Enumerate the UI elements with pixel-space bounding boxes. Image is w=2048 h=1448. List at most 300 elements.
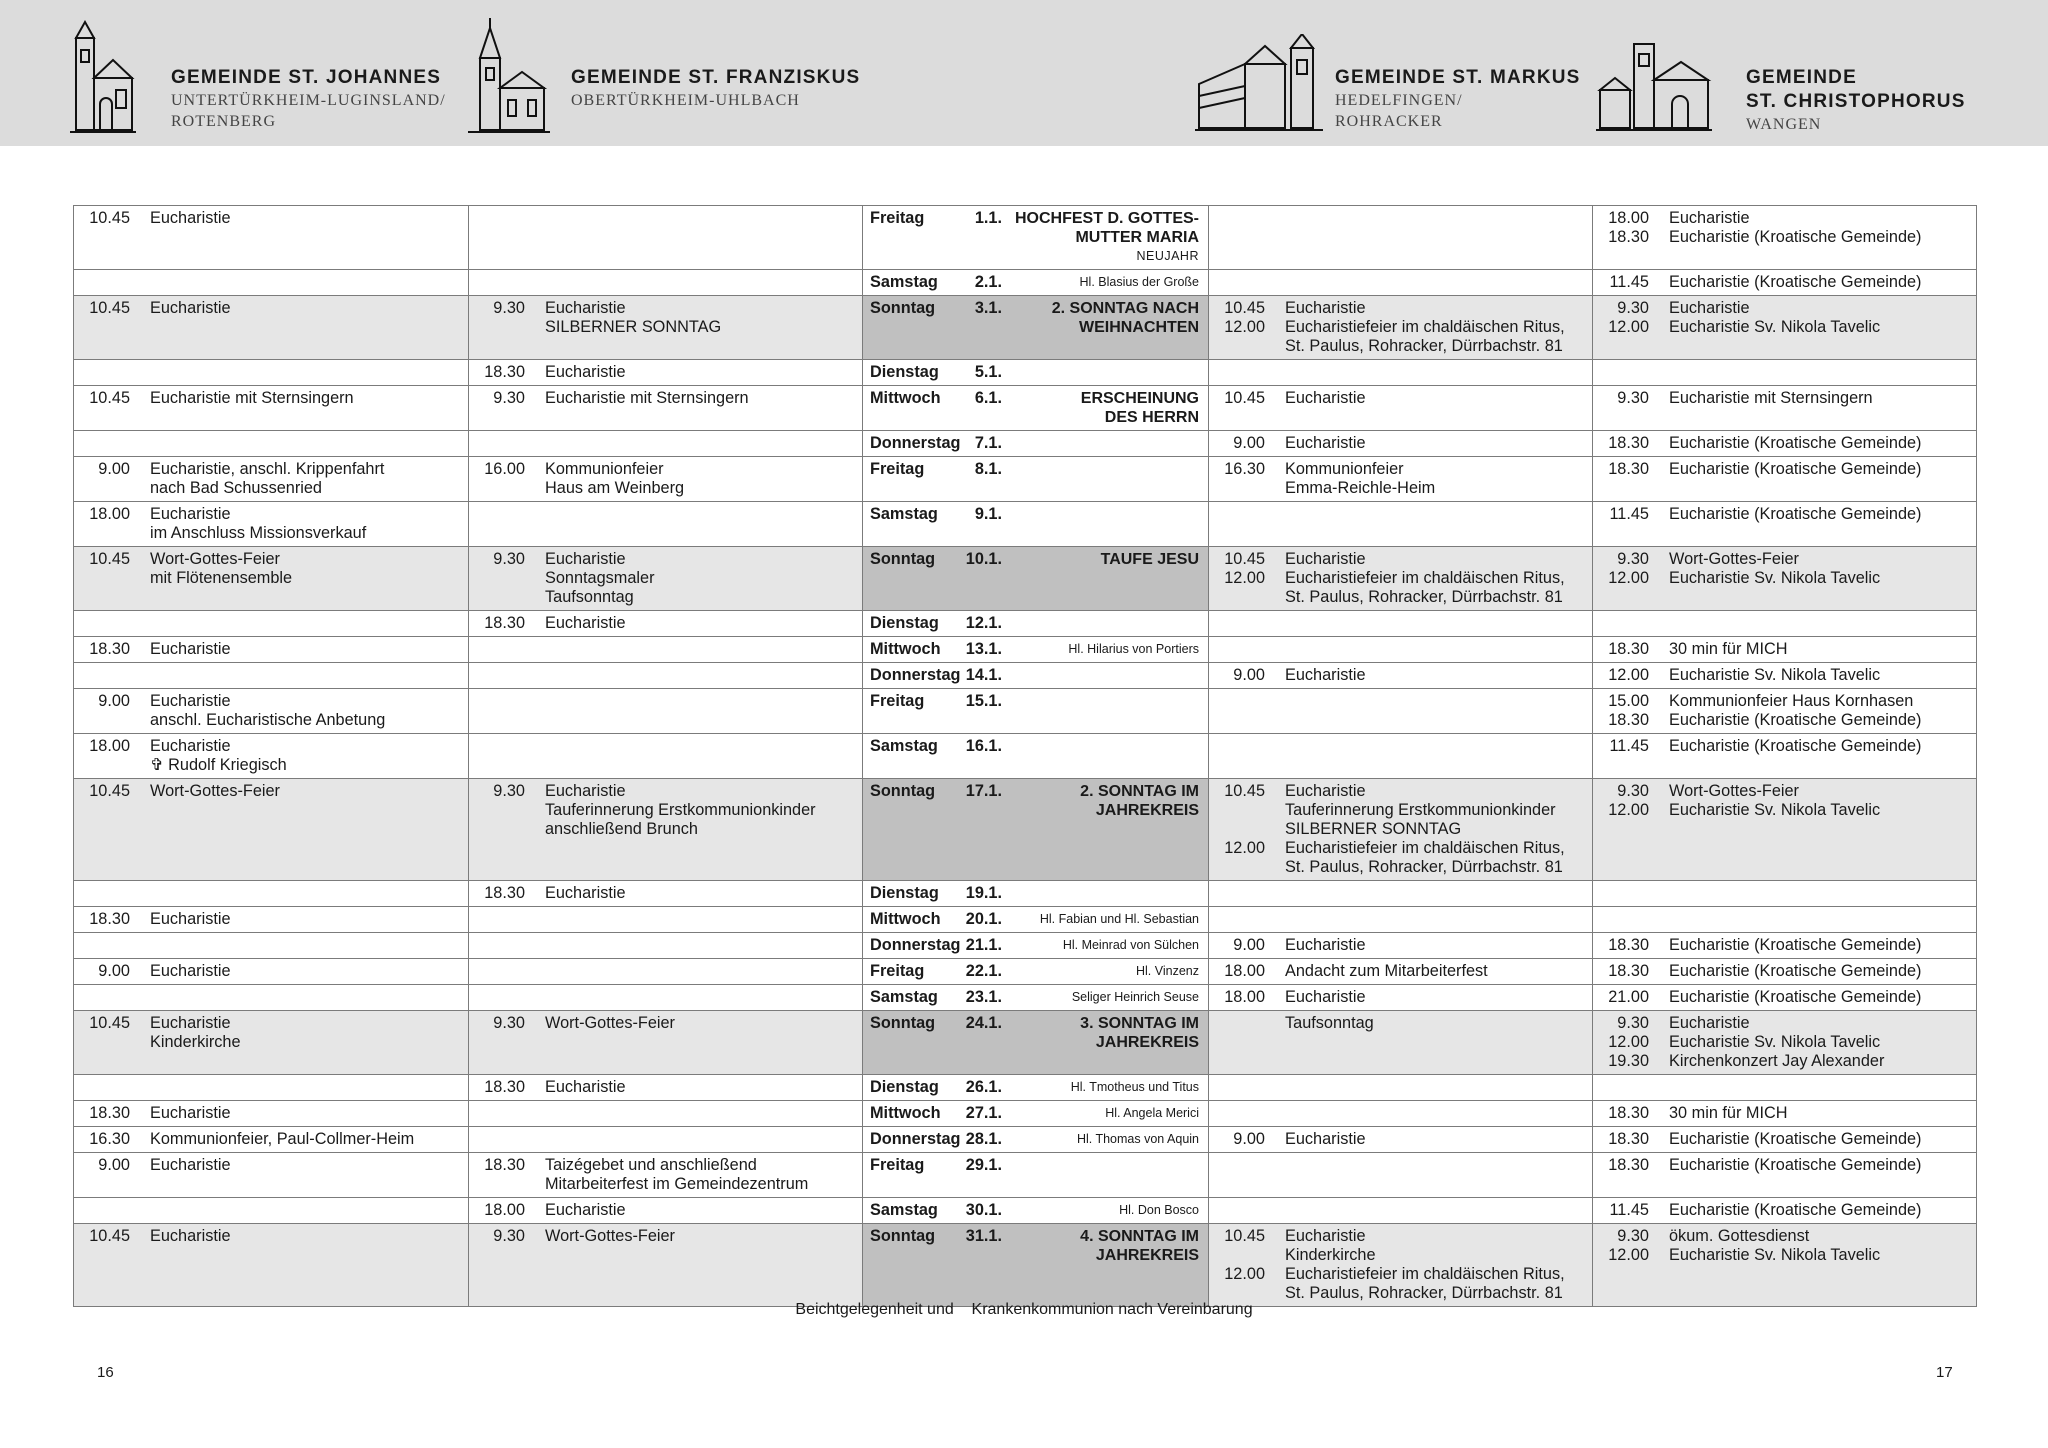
church-johannes-icon — [70, 20, 136, 136]
service-cell-franziskus — [469, 663, 863, 689]
service-cell-christophorus — [1593, 386, 1977, 431]
weekday: Samstag — [870, 273, 938, 291]
service-text: Taizégebet und anschließend Mitarbeiterfest im Gemeindezentrum — [545, 1156, 809, 1193]
service-cell-franziskus — [469, 637, 863, 663]
day-cell — [863, 1101, 1209, 1127]
date: 12.1. — [965, 614, 1002, 632]
day-cell — [863, 734, 1209, 779]
schedule-row — [74, 386, 1977, 431]
date: 19.1. — [965, 884, 1002, 902]
service-cell-markus — [1209, 502, 1593, 547]
date: 24.1. — [965, 1014, 1002, 1032]
service-text: Eucharistie — [1285, 550, 1366, 568]
service-text: Eucharistie SILBERNER SONNTAG — [545, 299, 722, 336]
service-cell-markus — [1209, 270, 1593, 296]
service-text: Eucharistie (Kroatische Gemeinde) — [1669, 737, 1922, 755]
date: 29.1. — [965, 1156, 1002, 1174]
schedule-row — [74, 206, 1977, 270]
service-entry — [1209, 1227, 1592, 1265]
service-text: Eucharistie Sv. Nikola Tavelic — [1669, 1033, 1881, 1051]
service-text: Eucharistie Sonntagsmaler Taufsonntag — [545, 550, 655, 606]
service-entry — [1209, 988, 1592, 1007]
service-cell-franziskus — [469, 1224, 863, 1307]
service-cell-christophorus — [1593, 457, 1977, 502]
service-cell-johannes — [74, 1011, 469, 1075]
service-text: Eucharistie — [1669, 209, 1750, 227]
service-cell-franziskus — [469, 206, 863, 270]
parish-district: WANGEN — [1746, 116, 1822, 133]
service-entry — [74, 737, 468, 775]
service-time: 16.30 — [1224, 460, 1265, 478]
day-cell — [863, 1153, 1209, 1198]
feast-note: 2. SONNTAG NACH WEIHNACHTEN — [1051, 300, 1199, 336]
weekday: Donnerstag — [870, 936, 961, 954]
day-cell — [863, 360, 1209, 386]
service-entry — [1593, 1052, 1976, 1071]
service-cell-johannes — [74, 296, 469, 360]
page-number-right: 17 — [1936, 1364, 1953, 1381]
service-entry — [1209, 434, 1592, 453]
service-time: 9.30 — [1617, 550, 1649, 568]
schedule-row — [74, 1153, 1977, 1198]
service-time: 18.30 — [89, 910, 130, 928]
feast-note: 2. SONNTAG IM JAHREKREIS — [1080, 783, 1199, 819]
service-time: 9.00 — [98, 962, 130, 980]
service-text: Andacht zum Mitarbeiterfest — [1285, 962, 1488, 980]
service-cell-franziskus — [469, 1011, 863, 1075]
service-cell-johannes — [74, 1224, 469, 1307]
schedule-row — [74, 907, 1977, 933]
service-time: 18.30 — [1608, 1130, 1649, 1148]
service-entry — [469, 550, 862, 607]
schedule-row — [74, 779, 1977, 881]
service-text: Wort-Gottes-Feier mit Flötenensemble — [150, 550, 293, 587]
weekday: Mittwoch — [870, 640, 941, 658]
service-entry — [74, 692, 468, 730]
day-cell — [863, 547, 1209, 611]
date: 26.1. — [965, 1078, 1002, 1096]
service-cell-christophorus — [1593, 431, 1977, 457]
service-cell-markus — [1209, 985, 1593, 1011]
parish-district: OBERTÜRKHEIM-UHLBACH — [571, 92, 800, 109]
parish-name: GEMEINDE ST. MARKUS — [1335, 67, 1581, 88]
service-entry — [1209, 782, 1592, 839]
service-time: 9.30 — [493, 389, 525, 407]
feast-note: Hl. Vinzenz — [1136, 964, 1199, 978]
service-entry — [469, 1014, 862, 1033]
weekday: Donnerstag — [870, 666, 961, 684]
service-entry — [1209, 569, 1592, 607]
service-entry — [74, 299, 468, 318]
schedule-table — [73, 205, 1977, 1307]
service-entry — [1593, 988, 1976, 1007]
service-time: 16.00 — [484, 460, 525, 478]
service-time: 10.45 — [1224, 782, 1265, 800]
service-time: 9.30 — [493, 550, 525, 568]
service-text: Eucharistie — [150, 640, 231, 658]
service-cell-christophorus — [1593, 502, 1977, 547]
weekday: Samstag — [870, 1201, 938, 1219]
service-time: 12.00 — [1608, 666, 1649, 684]
service-time: 10.45 — [89, 782, 130, 800]
day-cell — [863, 637, 1209, 663]
service-cell-markus — [1209, 907, 1593, 933]
service-time: 9.30 — [493, 1227, 525, 1245]
feast-note: HOCHFEST D. GOTTES- MUTTER MARIA — [1015, 210, 1199, 246]
service-cell-christophorus — [1593, 1075, 1977, 1101]
weekday: Freitag — [870, 692, 925, 710]
service-text: Eucharistie (Kroatische Gemeinde) — [1669, 1130, 1922, 1148]
service-cell-johannes — [74, 1127, 469, 1153]
service-cell-markus — [1209, 779, 1593, 881]
feast-note: Seliger Heinrich Seuse — [1071, 990, 1199, 1004]
parish-christophorus — [1594, 0, 2014, 146]
feast-note: ERSCHEINUNG DES HERRN — [1080, 390, 1199, 426]
service-cell-markus — [1209, 1127, 1593, 1153]
service-cell-johannes — [74, 933, 469, 959]
service-cell-johannes — [74, 907, 469, 933]
schedule-row — [74, 1101, 1977, 1127]
service-cell-christophorus — [1593, 985, 1977, 1011]
service-time — [1209, 1014, 1285, 1033]
service-cell-johannes — [74, 502, 469, 547]
service-entry — [74, 550, 468, 588]
service-cell-johannes — [74, 663, 469, 689]
feast-note: Hl. Don Bosco — [1119, 1203, 1199, 1217]
service-time: 18.00 — [1224, 988, 1265, 1006]
service-time: 12.00 — [1224, 1265, 1265, 1283]
weekday: Dienstag — [870, 363, 939, 381]
service-cell-markus — [1209, 206, 1593, 270]
service-text: Wort-Gottes-Feier — [150, 782, 280, 800]
date: 17.1. — [965, 782, 1002, 800]
service-entry — [1593, 389, 1976, 408]
service-time: 9.30 — [1617, 299, 1649, 317]
feast-note — [1002, 614, 1199, 633]
service-cell-christophorus — [1593, 907, 1977, 933]
service-entry — [469, 1201, 862, 1220]
service-entry — [1209, 839, 1592, 877]
service-entry — [74, 1227, 468, 1246]
service-time: 9.30 — [493, 1014, 525, 1032]
service-text: Eucharistiefeier im chaldäischen Ritus, St. Paulus, Rohracker, Dürrbachstr. 81 — [1285, 839, 1565, 876]
service-entry — [1593, 460, 1976, 479]
schedule-row — [74, 547, 1977, 611]
service-entry — [1593, 962, 1976, 981]
service-text: Eucharistie Sv. Nikola Tavelic — [1669, 569, 1881, 587]
service-entry — [469, 614, 862, 633]
day-cell — [863, 959, 1209, 985]
service-text: Eucharistie — [1285, 389, 1366, 407]
service-time: 12.00 — [1608, 569, 1649, 587]
feast-note: 3. SONNTAG IM JAHREKREIS — [1080, 1015, 1199, 1051]
day-cell — [863, 933, 1209, 959]
service-entry — [1593, 1201, 1976, 1220]
date: 2.1. — [974, 273, 1002, 291]
service-text: Eucharistie Tauferinnerung Erstkommunionkinder anschließend Brunch — [545, 782, 816, 838]
service-time: 18.30 — [484, 614, 525, 632]
service-cell-christophorus — [1593, 1127, 1977, 1153]
service-cell-christophorus — [1593, 296, 1977, 360]
weekday: Samstag — [870, 988, 938, 1006]
feast-note — [1002, 737, 1199, 756]
parish-name: GEMEINDE ST. FRANZISKUS — [571, 67, 861, 88]
date: 30.1. — [965, 1201, 1002, 1219]
schedule-row — [74, 611, 1977, 637]
service-entry — [74, 782, 468, 801]
day-cell — [863, 1075, 1209, 1101]
service-text: Eucharistie — [545, 884, 626, 902]
parish-johannes — [66, 0, 466, 146]
schedule-row — [74, 689, 1977, 734]
day-cell — [863, 663, 1209, 689]
service-entry — [1209, 1265, 1592, 1303]
service-cell-johannes — [74, 1101, 469, 1127]
date: 1.1. — [974, 209, 1002, 227]
service-entry — [74, 460, 468, 498]
service-time: 18.30 — [1608, 228, 1649, 246]
service-entry — [74, 1014, 468, 1052]
day-cell — [863, 907, 1209, 933]
service-entry — [1209, 936, 1592, 955]
service-time: 12.00 — [1224, 569, 1265, 587]
church-christophorus-icon — [1596, 40, 1712, 132]
service-text: Eucharistie, anschl. Krippenfahrt nach Bad Schussenried — [150, 460, 385, 497]
service-text: Eucharistie im Anschluss Missionsverkauf — [150, 505, 367, 542]
service-time: 12.00 — [1608, 1246, 1649, 1264]
service-time: 11.45 — [1609, 273, 1649, 291]
service-cell-markus — [1209, 1101, 1593, 1127]
service-entry — [1593, 273, 1976, 292]
service-text: Eucharistie — [1285, 988, 1366, 1006]
schedule-row — [74, 734, 1977, 779]
date: 5.1. — [974, 363, 1002, 381]
service-time: 12.00 — [1224, 318, 1265, 336]
weekday: Dienstag — [870, 614, 939, 632]
church-franziskus-icon — [468, 18, 550, 136]
service-text: Eucharistie (Kroatische Gemeinde) — [1669, 936, 1922, 954]
service-time: 18.30 — [1608, 640, 1649, 658]
service-cell-franziskus — [469, 1198, 863, 1224]
service-entry — [1593, 1014, 1976, 1033]
service-time: 12.00 — [1608, 318, 1649, 336]
service-text: Eucharistie — [150, 299, 231, 317]
service-time: 10.45 — [89, 550, 130, 568]
service-time: 16.30 — [89, 1130, 130, 1148]
service-cell-markus — [1209, 360, 1593, 386]
schedule-row — [74, 933, 1977, 959]
service-cell-christophorus — [1593, 360, 1977, 386]
footnote: Beichtgelegenheit und Krankenkommunion nach Vereinbarung — [795, 1301, 1253, 1318]
service-entry — [1593, 936, 1976, 955]
service-cell-franziskus — [469, 1075, 863, 1101]
service-entry — [1209, 1014, 1592, 1033]
service-time: 18.30 — [1608, 460, 1649, 478]
schedule-row — [74, 959, 1977, 985]
weekday: Sonntag — [870, 1014, 936, 1032]
weekday: Mittwoch — [870, 1104, 941, 1122]
page-number-left: 16 — [97, 1364, 114, 1381]
service-time: 21.00 — [1608, 988, 1649, 1006]
service-time: 18.30 — [484, 884, 525, 902]
feast-note: Hl. Blasius der Große — [1079, 275, 1199, 289]
service-time: 15.00 — [1608, 692, 1649, 710]
service-entry — [1593, 569, 1976, 588]
service-cell-christophorus — [1593, 881, 1977, 907]
service-entry — [1593, 209, 1976, 228]
service-text: Wort-Gottes-Feier — [1669, 782, 1799, 800]
service-text: Eucharistie (Kroatische Gemeinde) — [1669, 988, 1922, 1006]
day-cell — [863, 296, 1209, 360]
service-time: 10.45 — [89, 1014, 130, 1032]
service-cell-christophorus — [1593, 1224, 1977, 1307]
service-time: 12.00 — [1608, 1033, 1649, 1051]
service-text: Wort-Gottes-Feier — [1669, 550, 1799, 568]
service-entry — [1593, 782, 1976, 801]
service-time: 10.45 — [89, 1227, 130, 1245]
schedule-row — [74, 360, 1977, 386]
schedule-row — [74, 502, 1977, 547]
service-text: Eucharistie anschl. Eucharistische Anbetung — [150, 692, 386, 729]
feast-note: TAUFE JESU — [1100, 551, 1199, 568]
service-cell-markus — [1209, 959, 1593, 985]
service-text: 30 min für MICH — [1669, 640, 1788, 658]
service-cell-christophorus — [1593, 1198, 1977, 1224]
service-text: Kommunionfeier Haus am Weinberg — [545, 460, 685, 497]
service-text: Eucharistie — [545, 614, 626, 632]
service-time: 10.45 — [1224, 389, 1265, 407]
service-entry — [1593, 434, 1976, 453]
service-time: 9.00 — [98, 460, 130, 478]
date: 8.1. — [974, 460, 1002, 478]
service-entry — [1209, 318, 1592, 356]
day-cell — [863, 457, 1209, 502]
day-cell — [863, 779, 1209, 881]
service-cell-christophorus — [1593, 1011, 1977, 1075]
service-text: Eucharistie (Kroatische Gemeinde) — [1669, 711, 1922, 729]
service-cell-franziskus — [469, 1127, 863, 1153]
service-time: 9.00 — [1233, 434, 1265, 452]
service-entry — [469, 299, 862, 337]
service-text: Eucharistie — [150, 209, 231, 227]
service-entry — [469, 1078, 862, 1097]
feast-note: Hl. Meinrad von Sülchen — [1062, 938, 1199, 952]
service-cell-johannes — [74, 457, 469, 502]
service-time: 12.00 — [1224, 839, 1265, 857]
date: 27.1. — [965, 1104, 1002, 1122]
schedule-row — [74, 457, 1977, 502]
service-entry — [1593, 1156, 1976, 1175]
service-text: Eucharistie Sv. Nikola Tavelic — [1669, 1246, 1881, 1264]
service-cell-markus — [1209, 1075, 1593, 1101]
service-entry — [469, 389, 862, 408]
service-cell-franziskus — [469, 881, 863, 907]
service-time: 18.30 — [1608, 962, 1649, 980]
service-entry — [1593, 666, 1976, 685]
service-text: Eucharistie Sv. Nikola Tavelic — [1669, 801, 1881, 819]
feast-note — [1002, 460, 1199, 479]
day-cell — [863, 611, 1209, 637]
service-time: 9.30 — [493, 782, 525, 800]
service-cell-johannes — [74, 270, 469, 296]
service-cell-johannes — [74, 611, 469, 637]
feast-note — [1002, 692, 1199, 711]
service-text: Eucharistie — [150, 1156, 231, 1174]
service-cell-franziskus — [469, 296, 863, 360]
schedule-row — [74, 296, 1977, 360]
schedule-row — [74, 1011, 1977, 1075]
date: 28.1. — [965, 1130, 1002, 1148]
service-text: ökum. Gottesdienst — [1669, 1227, 1810, 1245]
service-entry — [1593, 505, 1976, 524]
parish-district: UNTERTÜRKHEIM-LUGINSLAND/ — [171, 92, 446, 109]
service-cell-markus — [1209, 881, 1593, 907]
service-entry — [1593, 1104, 1976, 1123]
date: 31.1. — [965, 1227, 1002, 1245]
service-cell-christophorus — [1593, 959, 1977, 985]
service-entry — [469, 1156, 862, 1194]
service-entry — [74, 389, 468, 408]
service-entry — [1593, 640, 1976, 659]
service-cell-franziskus — [469, 959, 863, 985]
service-cell-christophorus — [1593, 1153, 1977, 1198]
schedule-row — [74, 270, 1977, 296]
service-cell-christophorus — [1593, 206, 1977, 270]
service-entry — [1593, 1033, 1976, 1052]
service-text: Eucharistiefeier im chaldäischen Ritus, St. Paulus, Rohracker, Dürrbachstr. 81 — [1285, 1265, 1565, 1302]
service-text: Eucharistie — [545, 363, 626, 381]
weekday: Freitag — [870, 460, 925, 478]
service-cell-franziskus — [469, 907, 863, 933]
service-time: 18.30 — [484, 1078, 525, 1096]
service-cell-franziskus — [469, 431, 863, 457]
feast-subnote: NEUJAHR — [1136, 249, 1199, 263]
service-entry — [74, 910, 468, 929]
date: 22.1. — [965, 962, 1002, 980]
service-text: Eucharistie mit Sternsingern — [150, 389, 354, 407]
weekday: Mittwoch — [870, 910, 941, 928]
service-text: Eucharistie (Kroatische Gemeinde) — [1669, 962, 1922, 980]
service-text: Eucharistie Kinderkirche — [150, 1014, 241, 1051]
service-cell-franziskus — [469, 611, 863, 637]
weekday: Donnerstag — [870, 1130, 961, 1148]
service-time: 18.30 — [1608, 1104, 1649, 1122]
service-cell-johannes — [74, 547, 469, 611]
weekday: Donnerstag — [870, 434, 961, 452]
service-entry — [1209, 389, 1592, 408]
service-text: Taufsonntag — [1285, 1014, 1374, 1032]
parish-markus — [1192, 0, 1582, 146]
day-cell — [863, 689, 1209, 734]
schedule-row — [74, 431, 1977, 457]
schedule-row — [74, 1127, 1977, 1153]
date: 15.1. — [965, 692, 1002, 710]
service-time: 10.45 — [89, 209, 130, 227]
service-entry — [1593, 318, 1976, 337]
service-time: 10.45 — [89, 299, 130, 317]
service-time: 18.00 — [1224, 962, 1265, 980]
day-cell — [863, 1011, 1209, 1075]
service-text: Eucharistie mit Sternsingern — [545, 389, 749, 407]
service-text: Kommunionfeier, Paul-Collmer-Heim — [150, 1130, 415, 1148]
service-cell-markus — [1209, 386, 1593, 431]
service-cell-markus — [1209, 1153, 1593, 1198]
service-text: Kirchenkonzert Jay Alexander — [1669, 1052, 1885, 1070]
schedule-row — [74, 985, 1977, 1011]
service-cell-franziskus — [469, 386, 863, 431]
day-cell — [863, 270, 1209, 296]
service-cell-franziskus — [469, 689, 863, 734]
